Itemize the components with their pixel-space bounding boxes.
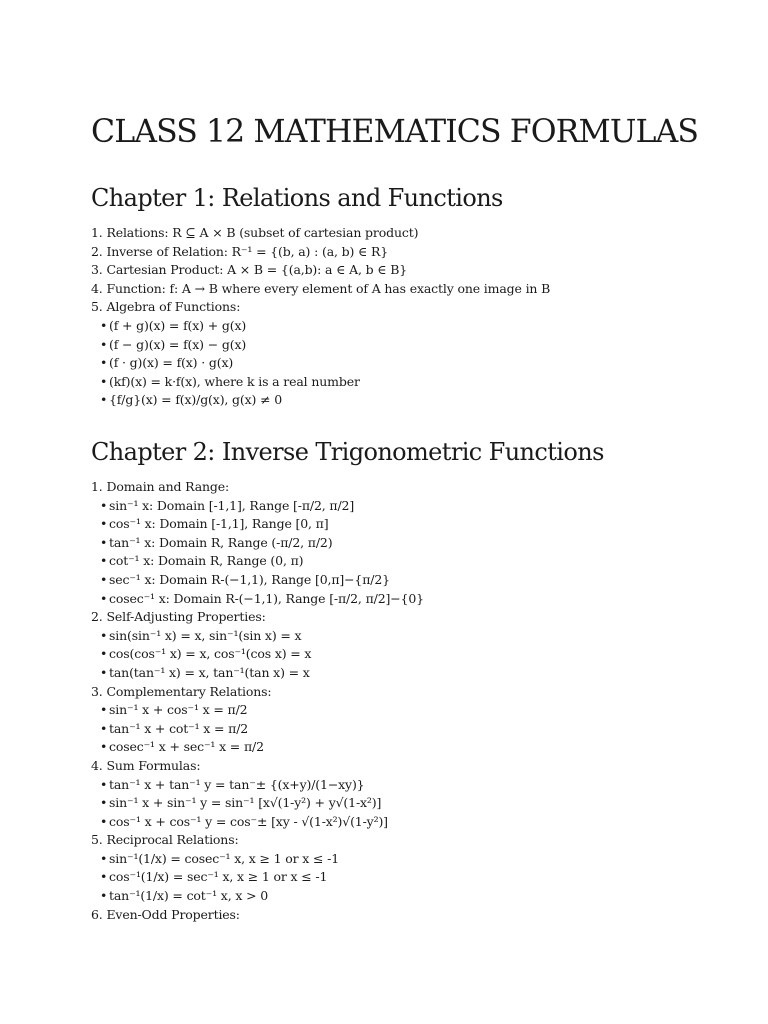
formula-text: 1. Domain and Range: <box>91 479 230 494</box>
formula-bullet-item <box>91 571 751 590</box>
bullet-icon: • <box>100 869 108 885</box>
formula-bullet-item <box>91 627 751 646</box>
formula-text: 2. Inverse of Relation: R⁻¹ = {(b, a) : (a, b) ∈ R} <box>91 243 389 259</box>
formula-bullet-item <box>91 336 751 355</box>
formula-bullet-item <box>91 515 751 534</box>
bullet-icon: • <box>100 553 108 569</box>
formula-text: 3. Cartesian Product: A × B = {(a,b): a ∈ A, b ∈ B} <box>91 262 408 278</box>
formula-text: 3. Complementary Relations: <box>91 683 272 699</box>
formula-text: sin⁻¹ x: Domain [-1,1], Range [-π/2, π/2] <box>109 497 355 513</box>
formula-text: cosec⁻¹ x: Domain R-(−1,1), Range [-π/2, π/2]−{0} <box>109 590 424 606</box>
bullet-icon: • <box>100 516 108 532</box>
formula-text: cos⁻¹(1/x) = sec⁻¹ x, x ≥ 1 or x ≤ -1 <box>109 869 328 885</box>
formula-text: cos⁻¹ x + cos⁻¹ y = cos⁻± [xy - √(1-x²)√(1-y²)] <box>109 813 388 829</box>
bullet-icon: • <box>100 571 108 587</box>
formula-text: (kf)(x) = k·f(x), where k is a real number <box>109 373 360 389</box>
formula-bullet-item <box>91 776 751 795</box>
bullet-icon: • <box>100 355 108 371</box>
formula-text: tan⁻¹(1/x) = cot⁻¹ x, x > 0 <box>109 888 269 904</box>
formula-bullet-item <box>91 552 751 571</box>
formula-bullet-item <box>91 813 751 832</box>
chapter-2-section <box>91 434 751 924</box>
formula-text: 4. Function: f: A → B where every element of A has exactly one image in B <box>91 280 551 296</box>
formula-text: sin⁻¹ x + cos⁻¹ x = π/2 <box>109 702 248 718</box>
formula-bullet-item <box>91 317 751 336</box>
formula-text: tan⁻¹ x: Domain R, Range (-π/2, π/2) <box>109 534 333 550</box>
formula-text: 5. Algebra of Functions: <box>91 299 241 315</box>
formula-text: 6. Even-Odd Properties: <box>91 906 240 922</box>
document-title: CLASS 12 MATHEMATICS FORMULAS <box>91 114 699 150</box>
formula-numbered-item <box>91 683 751 702</box>
bullet-icon: • <box>100 664 108 680</box>
chapter-2-formula-list <box>91 478 751 924</box>
formula-bullet-item <box>91 534 751 553</box>
formula-bullet-item <box>91 391 751 410</box>
bullet-icon: • <box>100 813 108 829</box>
formula-numbered-item <box>91 757 751 776</box>
bullet-icon: • <box>100 392 108 408</box>
chapter-1-heading: Chapter 1: Relations and Functions <box>91 184 503 212</box>
bullet-icon: • <box>100 590 108 606</box>
bullet-icon: • <box>100 317 108 333</box>
formula-text: 1. Relations: R ⊆ A × B (subset of cartesian product) <box>91 225 419 240</box>
formula-numbered-item <box>91 224 751 243</box>
bullet-icon: • <box>100 373 108 389</box>
formula-text: tan(tan⁻¹ x) = x, tan⁻¹(tan x) = x <box>109 664 310 680</box>
formula-bullet-item <box>91 720 751 739</box>
chapter-1-formula-list <box>91 224 751 410</box>
formula-numbered-item <box>91 261 751 280</box>
formula-numbered-item <box>91 608 751 627</box>
bullet-icon: • <box>100 336 108 352</box>
bullet-icon: • <box>100 534 108 550</box>
bullet-icon: • <box>100 850 108 866</box>
formula-text: 2. Self-Adjusting Properties: <box>91 609 266 625</box>
formula-bullet-item <box>91 664 751 683</box>
formula-bullet-item <box>91 701 751 720</box>
bullet-icon: • <box>100 497 108 513</box>
formula-bullet-item <box>91 354 751 373</box>
formula-numbered-item <box>91 478 751 497</box>
formula-text: cos(cos⁻¹ x) = x, cos⁻¹(cos x) = x <box>109 646 312 662</box>
bullet-icon: • <box>100 776 108 792</box>
formula-bullet-item <box>91 738 751 757</box>
formula-bullet-item <box>91 794 751 813</box>
formula-text: (f − g)(x) = f(x) − g(x) <box>109 336 247 352</box>
formula-numbered-item <box>91 831 751 850</box>
bullet-icon: • <box>100 627 108 643</box>
bullet-icon: • <box>100 720 108 736</box>
formula-bullet-item <box>91 645 751 664</box>
formula-numbered-item <box>91 298 751 317</box>
formula-text: sin⁻¹(1/x) = cosec⁻¹ x, x ≥ 1 or x ≤ -1 <box>109 850 340 866</box>
formula-text: 4. Sum Formulas: <box>91 757 201 773</box>
bullet-icon: • <box>100 702 108 718</box>
formula-bullet-item <box>91 887 751 906</box>
formula-bullet-item <box>91 868 751 887</box>
chapter-1-section <box>91 180 751 410</box>
formula-text: sin⁻¹ x + sin⁻¹ y = sin⁻¹ [x√(1-y²) + y√(1-x²)] <box>109 795 382 811</box>
formula-text: cot⁻¹ x: Domain R, Range (0, π) <box>109 553 304 569</box>
formula-numbered-item <box>91 243 751 262</box>
formula-text: (f + g)(x) = f(x) + g(x) <box>109 317 247 333</box>
bullet-icon: • <box>100 646 108 662</box>
formula-text: (f · g)(x) = f(x) · g(x) <box>109 355 234 371</box>
formula-bullet-item <box>91 850 751 869</box>
formula-text: cosec⁻¹ x + sec⁻¹ x = π/2 <box>109 739 264 755</box>
formula-bullet-item <box>91 373 751 392</box>
formula-numbered-item <box>91 906 751 925</box>
formula-text: {f/g}(x) = f(x)/g(x), g(x) ≠ 0 <box>109 392 283 408</box>
formula-text: sin(sin⁻¹ x) = x, sin⁻¹(sin x) = x <box>109 627 302 643</box>
formula-text: sec⁻¹ x: Domain R-(−1,1), Range [0,π]−{π/2} <box>109 571 390 587</box>
formula-numbered-item <box>91 280 751 299</box>
formula-text: cos⁻¹ x: Domain [-1,1], Range [0, π] <box>109 516 329 532</box>
bullet-icon: • <box>100 739 108 755</box>
formula-bullet-item <box>91 590 751 609</box>
formula-text: tan⁻¹ x + tan⁻¹ y = tan⁻± {(x+y)/(1−xy)} <box>109 776 365 792</box>
formula-bullet-item <box>91 497 751 516</box>
bullet-icon: • <box>100 795 108 811</box>
formula-text: 5. Reciprocal Relations: <box>91 832 239 848</box>
formula-text: tan⁻¹ x + cot⁻¹ x = π/2 <box>109 720 249 736</box>
bullet-icon: • <box>100 888 108 904</box>
chapter-2-heading: Chapter 2: Inverse Trigonometric Functions <box>91 438 604 466</box>
